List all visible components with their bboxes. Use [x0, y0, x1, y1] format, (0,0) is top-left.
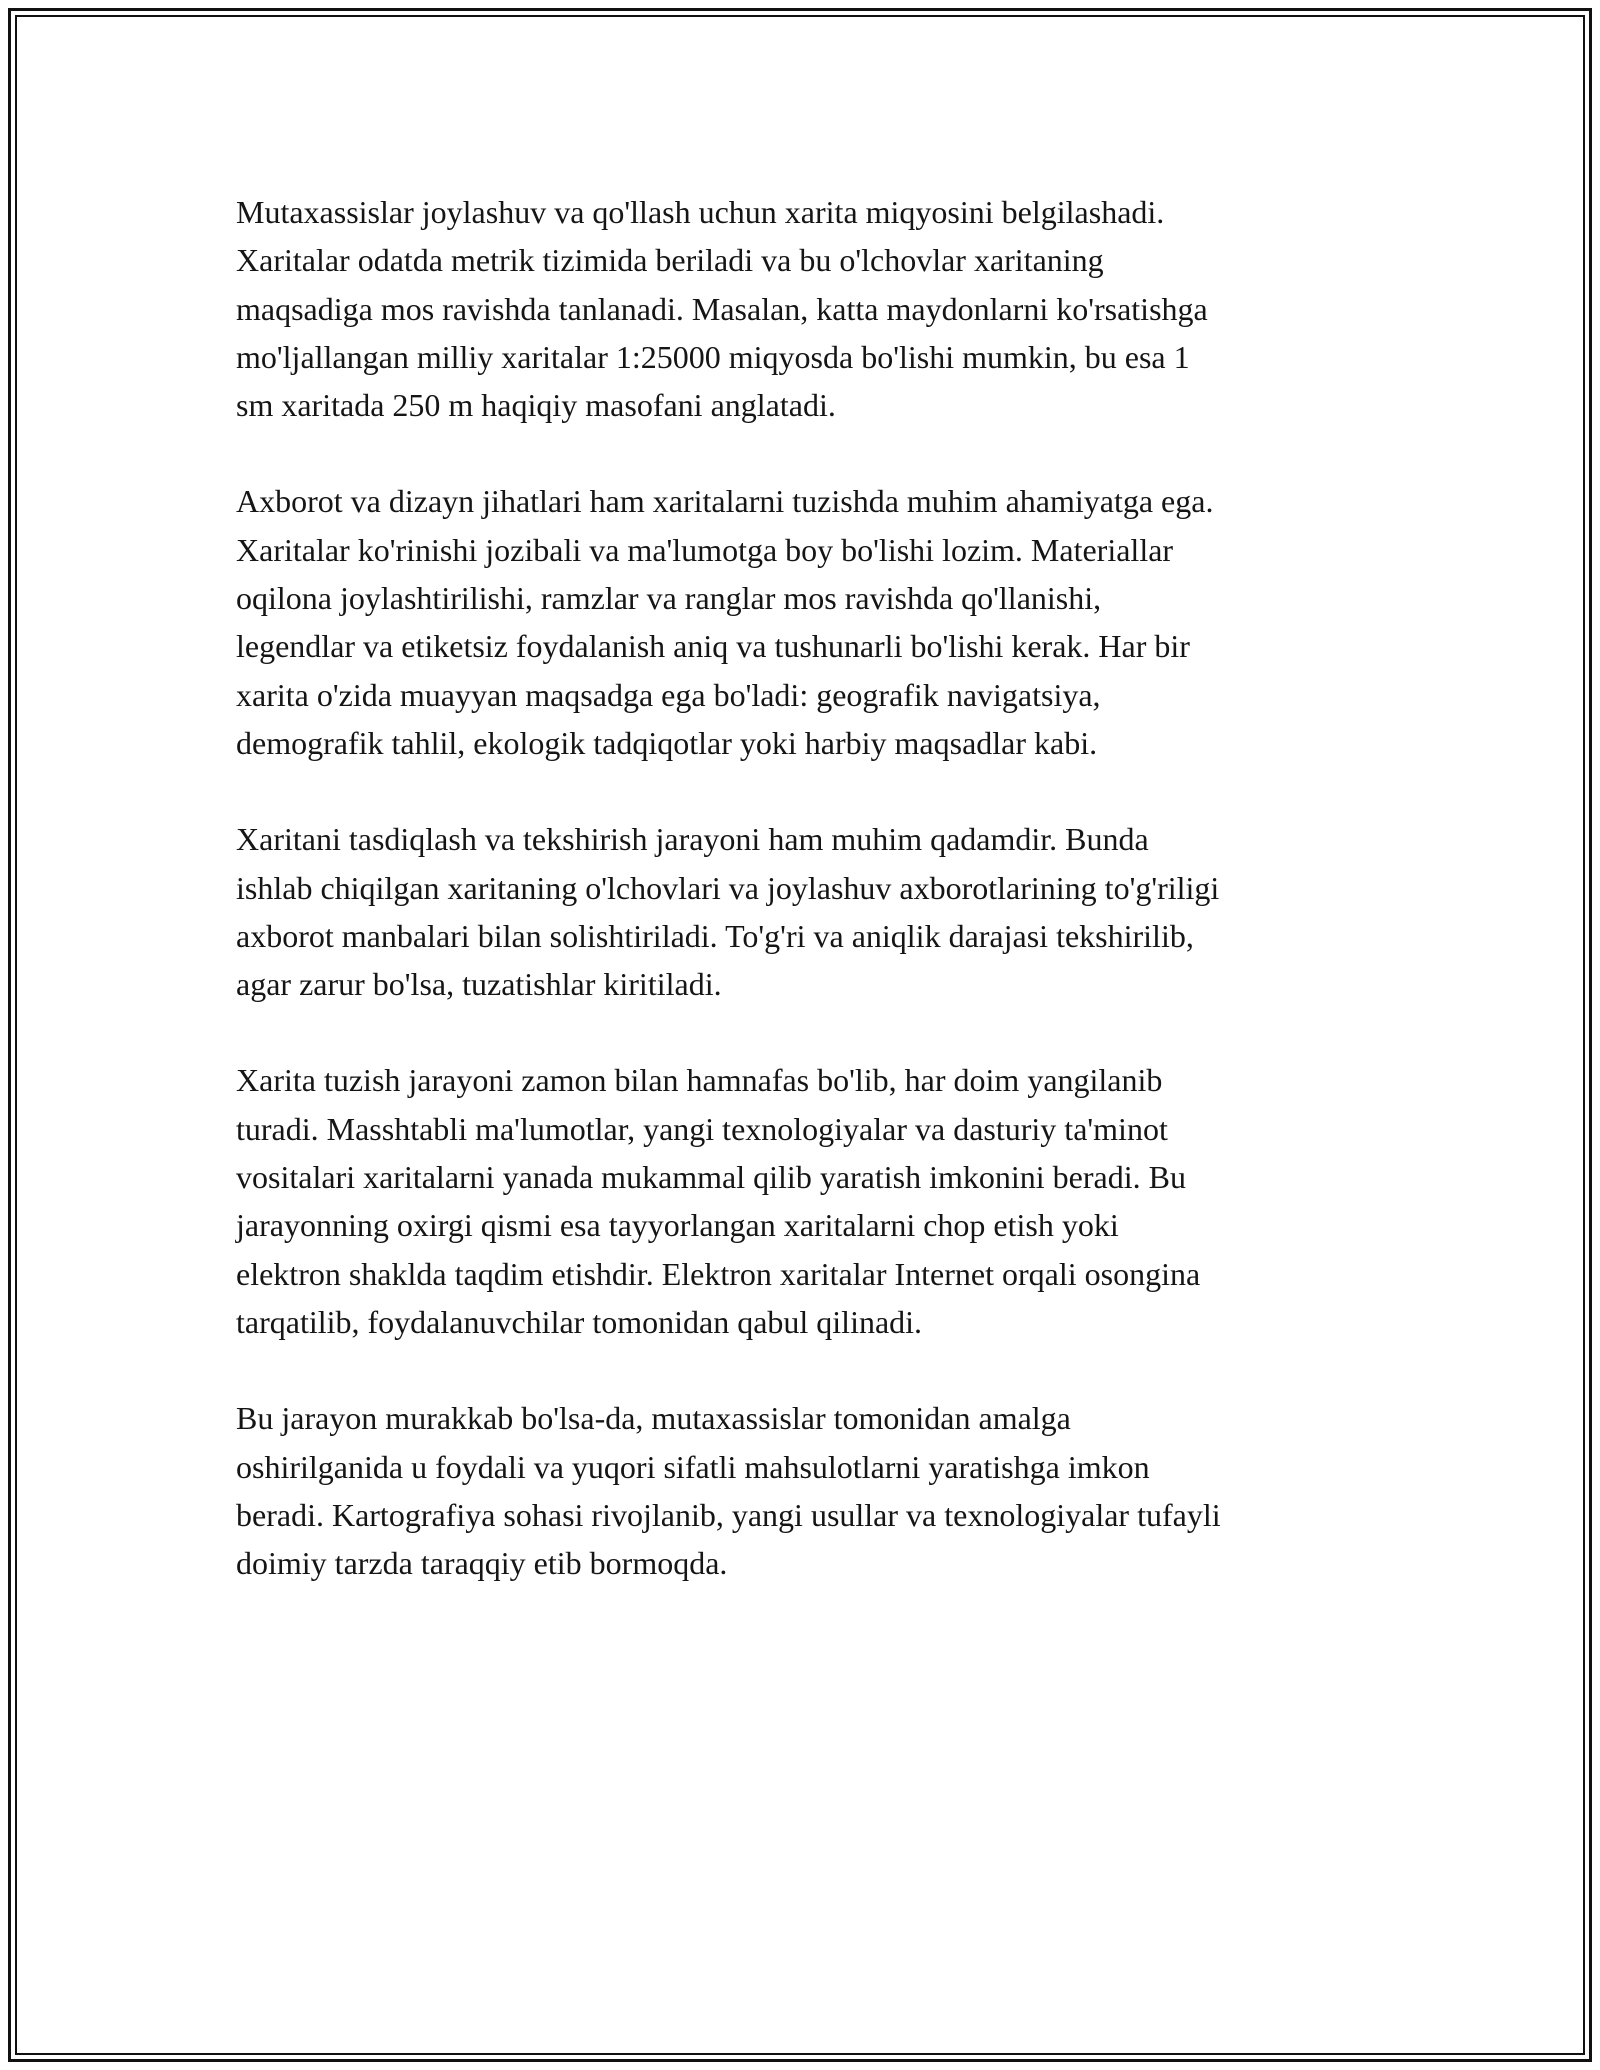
text-line: jarayonning oxirgi qismi esa tayyorlangan xaritalarni chop etish yoki — [236, 1207, 1119, 1244]
text-line: vositalari xaritalarni yanada mukammal qilib yaratish imkonini beradi. Bu — [236, 1159, 1186, 1196]
text-line: elektron shaklda taqdim etishdir. Elektron xaritalar Internet orqali osongina — [236, 1255, 1201, 1292]
text-line: Axborot va dizayn jihatlari ham xaritalarni tuzishda muhim ahamiyatga ega. — [236, 483, 1214, 520]
text-line: oqilona joylashtirilishi, ramzlar va ranglar mos ravishda qo'llanishi, — [236, 580, 1102, 617]
text-line: mo'ljallangan milliy xaritalar 1:25000 miqyosda bo'lishi mumkin, bu esa 1 — [236, 338, 1190, 375]
text-line: sm xaritada 250 m haqiqiy masofani anglatadi. — [236, 387, 836, 424]
text-line: Xarita tuzish jarayoni zamon bilan hamnafas bo'lib, har doim yangilanib — [236, 1062, 1163, 1099]
document-body — [236, 188, 1368, 1635]
text-line: Xaritalar odatda metrik tizimida beriladi va bu o'lchovlar xaritaning — [236, 242, 1104, 279]
text-line: beradi. Kartografiya sohasi rivojlanib, yangi usullar va texnologiyalar tufayli — [236, 1496, 1221, 1533]
text-line: doimiy tarzda taraqqiy etib bormoqda. — [236, 1545, 728, 1582]
paragraph-1 — [236, 188, 1368, 429]
paragraph-4 — [236, 1056, 1368, 1346]
text-line: Xaritani tasdiqlash va tekshirish jarayoni ham muhim qadamdir. Bunda — [236, 821, 1149, 858]
text-line: legendlar va etiketsiz foydalanish aniq va tushunarli bo'lishi kerak. Har bir — [236, 628, 1190, 665]
text-line: ishlab chiqilgan xaritaning o'lchovlari va joylashuv axborotlarining to'g'riligi — [236, 869, 1220, 906]
text-line: Mutaxassislar joylashuv va qo'llash uchun xarita miqyosini belgilashadi. — [236, 194, 1165, 230]
text-line: demografik tahlil, ekologik tadqiqotlar yoki harbiy maqsadlar kabi. — [236, 724, 1098, 761]
text-line: oshirilganida u foydali va yuqori sifatli mahsulotlarni yaratishga imkon — [236, 1448, 1150, 1485]
text-line: agar zarur bo'lsa, tuzatishlar kiritiladi. — [236, 966, 722, 1003]
text-line: axborot manbalari bilan solishtiriladi. To'g'ri va aniqlik darajasi tekshirilib, — [236, 917, 1194, 954]
text-line: xarita o'zida muayyan maqsadga ega bo'ladi: geografik navigatsiya, — [236, 676, 1101, 713]
text-line: turadi. Masshtabli ma'lumotlar, yangi texnologiyalar va dasturiy ta'minot — [236, 1110, 1168, 1147]
paragraph-3 — [236, 815, 1368, 1008]
text-line: tarqatilib, foydalanuvchilar tomonidan qabul qilinadi. — [236, 1303, 923, 1340]
text-line: Xaritalar ko'rinishi jozibali va ma'lumotga boy bo'lishi lozim. Materiallar — [236, 531, 1174, 568]
text-line: maqsadiga mos ravishda tanlanadi. Masalan, katta maydonlarni ko'rsatishga — [236, 290, 1208, 327]
paragraph-5 — [236, 1394, 1368, 1587]
text-line: Bu jarayon murakkab bo'lsa-da, mutaxassislar tomonidan amalga — [236, 1400, 1071, 1437]
paragraph-2 — [236, 477, 1368, 767]
